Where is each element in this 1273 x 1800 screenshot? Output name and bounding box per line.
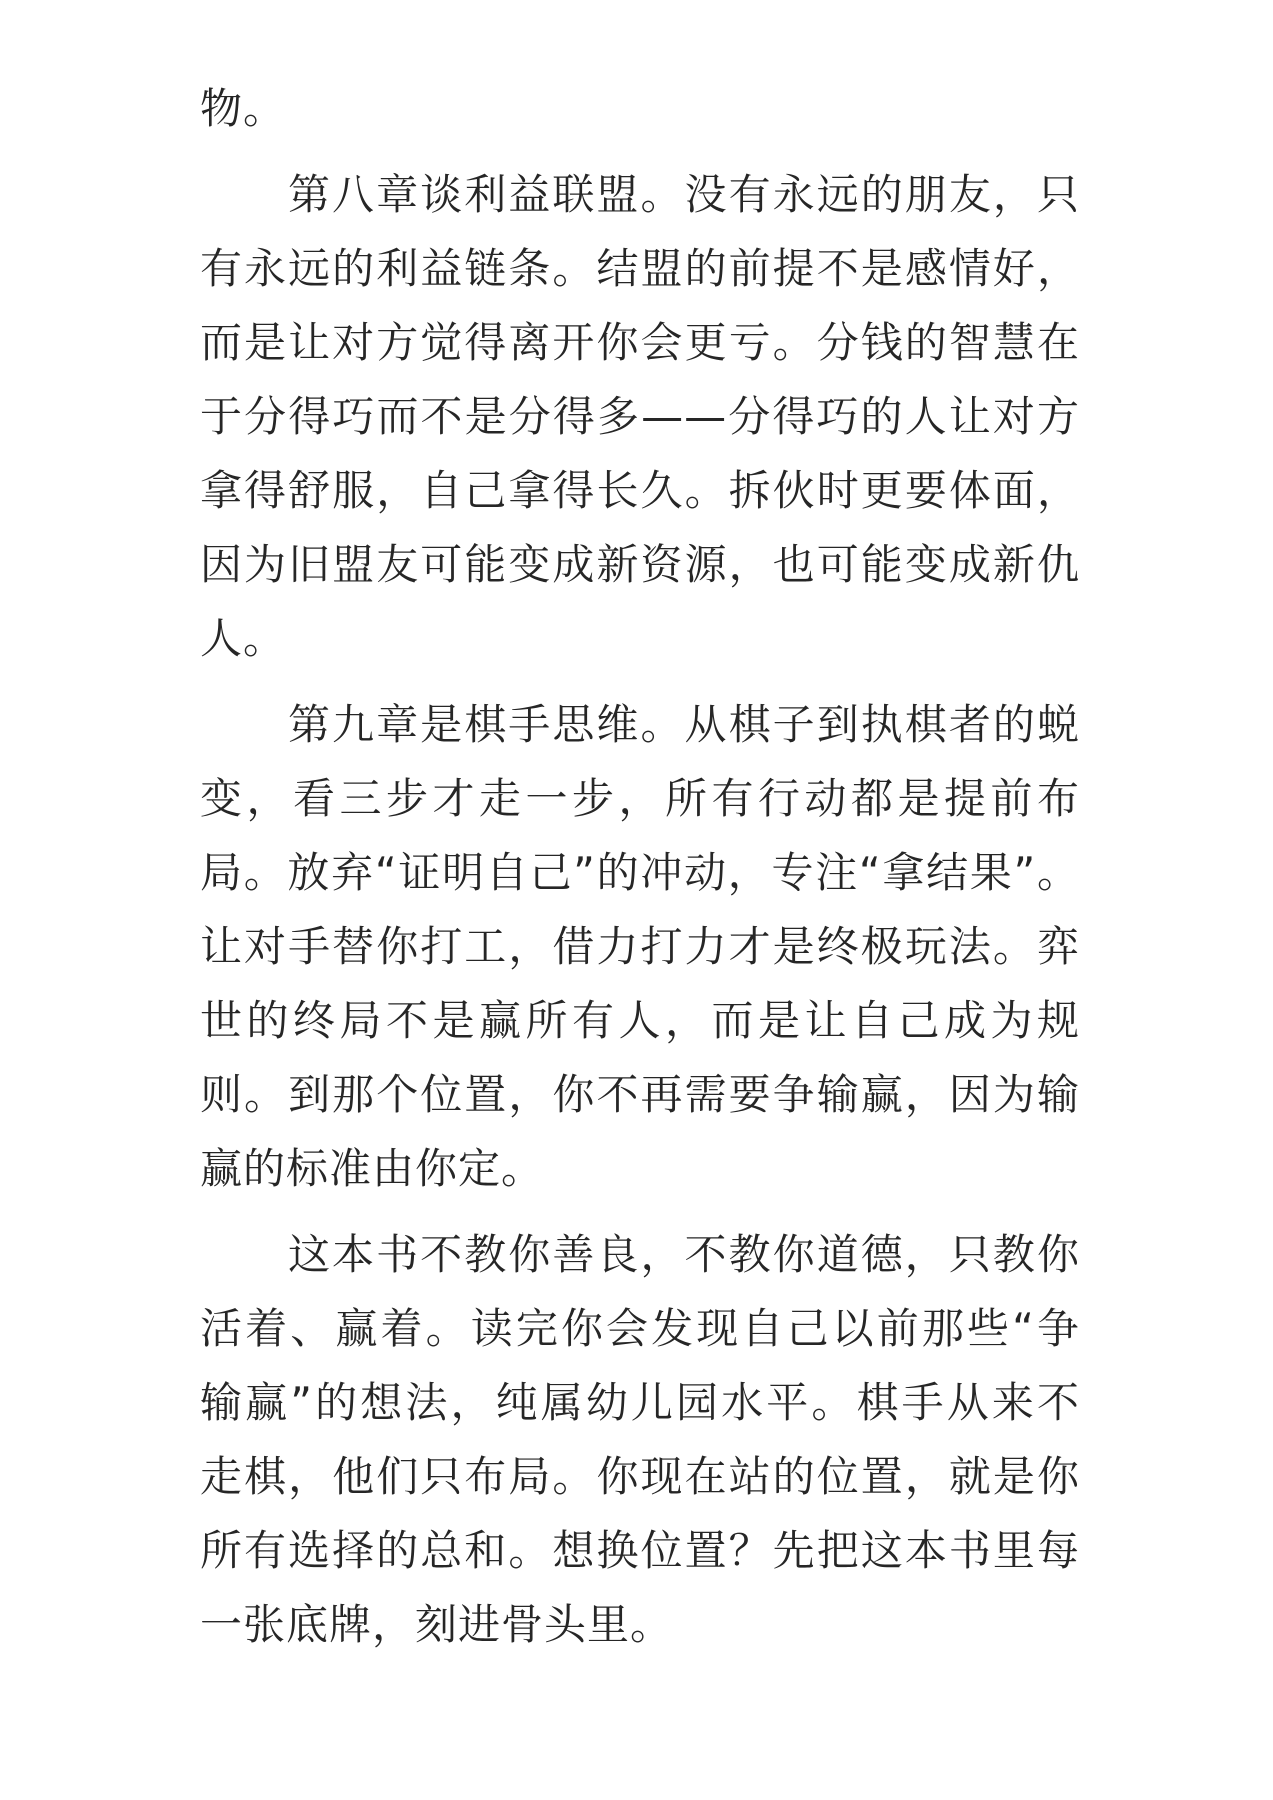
paragraph-chapter-nine: 第九章是棋手思维。从棋子到执棋者的蜕变，看三步才走一步，所有行动都是提前布局。放弃“证明自己”的冲动，专注“拿结果”。让对手替你打工，借力打力才是终极玩法。弈世的终局不是赢所有人，而是让自己成为规则。到那个位置，你不再需要争输赢，因为输赢的标准由你定。 <box>200 700 1080 1193</box>
paragraph-conclusion: 这本书不教你善良，不教你道德，只教你活着、赢着。读完你会发现自己以前那些“争输赢”的想法，纯属幼儿园水平。棋手从来不走棋，他们只布局。你现在站的位置，就是你所有选择的总和。想换位置？先把这本书里每一张底牌，刻进骨头里。 <box>200 1230 1080 1649</box>
paragraph-continuation: 物。 <box>200 84 287 133</box>
article-body <box>200 72 1080 1662</box>
paragraph-chapter-eight: 第八章谈利益联盟。没有永远的朋友，只有永远的利益链条。结盟的前提不是感情好，而是让对方觉得离开你会更亏。分钱的智慧在于分得巧而不是分得多——分得巧的人让对方拿得舒服，自己拿得长久。拆伙时更要体面，因为旧盟友可能变成新资源，也可能变成新仇人。 <box>200 170 1080 663</box>
